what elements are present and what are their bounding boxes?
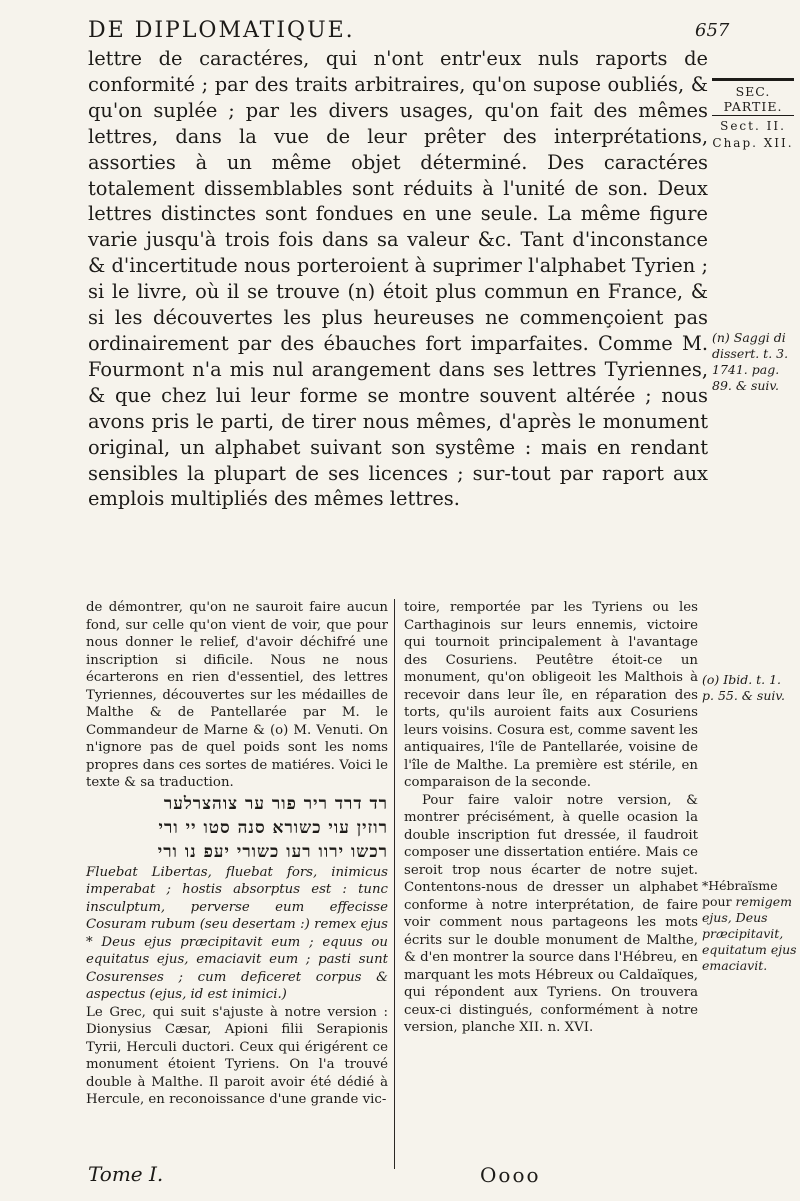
hebrew-line-3: רכשו ירוו רעו כשורי יעפ נו ורי: [157, 841, 388, 862]
page-header: [0, 18, 800, 46]
right-footnote-column: [404, 599, 698, 1037]
hebrew-line-1: רד דרד ריר פור ער צוהצרלער: [163, 793, 388, 814]
hebraism-latin: remigem ejus, Deus præcipitavit, equitatum ejus emaciavit.: [702, 894, 797, 973]
main-paragraph: lettre de caractéres, qui n'ont entr'eux nuls raports de conformité ; par des traits arbitraires, qu'on supose oubliés, & qu'on suplée ; par les divers usages, qu'on fait des mêmes lettres, dans la vue de leur prêter des interprétations, assorties à un même objet déterminé. Des caractéres totalement dissemblables sont réduits à l'unité de son. Deux lettres distinctes sont fondues en une seule. La même figure varie jusqu'à trois fois dans sa valeur &c. Tant d'inconstance & d'incertitude nous porteroient à suprimer l'alphabet Tyrien ; si le livre, où il se trouve (n) étoit plus commun en France, & si les découvertes les plus heureuses ne commençoient pas ordinairement par des ébauches fort imparfaites. Comme M. Fourmont n'a mis nul arangement dans ses lettres Tyriennes, & que chez lui leur forme se montre souvent altérée ; nous avons pris le parti, de tirer nous mêmes, d'après le monument original, un alphabet suivant son systême : mais en rendant sensibles la plupart de ses licences ; sur-tout par raport aux emplois multipliés des mêmes lettres.: [88, 47, 708, 511]
margin-note-n: (n) Saggi di dissert. t. 3. 1741. pag. 89. & suiv.: [712, 330, 789, 393]
left-paragraph-1: de démontrer, qu'on ne sauroit faire aucun fond, sur celle qu'on vient de voir, que pour nous donner le relief, d'avoir déchifré une inscription si dificile. Nous ne nous écarterons en rien d'essentiel, des lettres Tyriennes, découvertes sur les médailles de Malthe & de Pantellarée par M. le Commandeur de Marne & (o) M. Venuti. On n'ignore pas de quel poids sont les noms propres dans ces sortes de matiéres. Voici le texte & sa traduction.: [86, 600, 388, 790]
margin-section: Sect. II.: [720, 119, 786, 133]
page-number: 657: [695, 20, 730, 41]
running-title: DE DIPLOMATIQUE.: [88, 18, 355, 43]
right-paragraph-1: toire, remportée par les Tyriens ou les Carthaginois sur leurs ennemis, victoire qui tournoit principalement à l'avantage des Cosuriens. Peutêtre étoit-ce un monument, qu'on obligeoit les Malthois à recevoir dans leur île, en réparation des torts, qu'ils auroient faits aux Cosuriens leurs voisins. Cosura est, comme savent les antiquaires, l'île de Pantellarée, voisine de l'île de Malthe. La première est stérile, en comparaison de la seconde.: [404, 600, 698, 790]
main-text-block: [88, 46, 708, 512]
hebrew-line-2: רוזין עוי כשורא סנה סטו יי ורי: [158, 817, 388, 838]
signature-mark: Oooo: [480, 1163, 541, 1187]
margin-note-o: (o) Ibid. t. 1. p. 55. & suiv.: [702, 672, 785, 703]
margin-part: SEC. PARTIE.: [712, 84, 794, 116]
margin-section-label: [712, 78, 794, 150]
margin-chapter: Chap. XII.: [712, 136, 794, 150]
left-paragraph-2: Le Grec, qui suit s'ajuste à notre version : Dionysius Cæsar, Apioni filii Serapionis Tyrii, Herculi ductori. Ceux qui érigérent ce monument étoient Tyriens. On l'a trouvé double à Malthe. Il paroit avoir été dédié à Hercule, en reconoissance d'une grande vic-: [86, 1004, 388, 1107]
hebraism-lead: *Hébraïsme pour: [702, 878, 778, 909]
left-footnote-column: [86, 599, 388, 1109]
latin-translation: Fluebat Libertas, fluebat fors, inimicus imperabat ; hostis absorptus est : tunc insculptum, perverse eum effecisse Cosuram rubum (seu desertam :) remex ejus * Deus ejus præcipitavit eum ; equus ou equitatus ejus, emaciavit eum ; pasti sunt Cosurenses ; cum deficeret corpus & aspectus (ejus, id est inimici.): [86, 864, 388, 1002]
tome-label: Tome I.: [88, 1162, 164, 1186]
column-divider: [394, 599, 395, 1169]
margin-note-hebraism: [702, 878, 798, 974]
right-paragraph-2: Pour faire valoir notre version, & montrer précisément, à quelle ocasion la double inscription fut dressée, il faudroit composer une dissertation entiére. Mais ce seroit trop nous écarter de notre sujet. Contentons-nous de dresser un alphabet conforme à notre interprétation, de faire voir comment nous partageons les mots écrits sur le double monument de Malthe, & d'en montrer la source dans l'Hébreu, en marquant les mots Hébreux ou Caldaïques, qui répondent aux Tyriens. On trouvera ceux-ci distingués, conformément à notre version, planche XII. n. XVI.: [404, 792, 698, 1035]
section-rule: [712, 78, 794, 81]
